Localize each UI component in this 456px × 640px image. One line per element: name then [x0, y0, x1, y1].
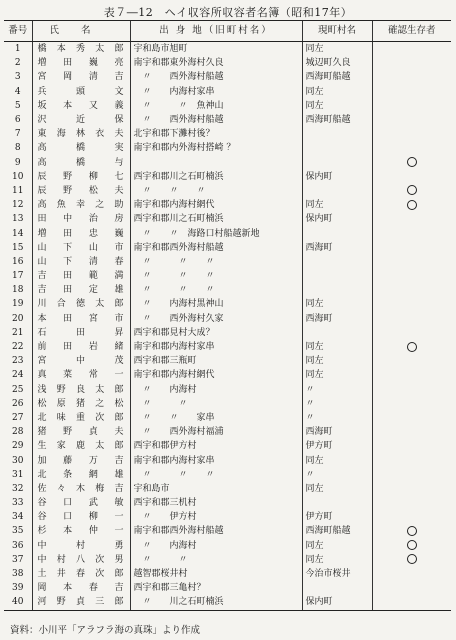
- cell-num: 4: [14, 86, 21, 97]
- cell-alive: [372, 425, 451, 439]
- cell-origin: 西宇和郡三机村: [130, 496, 302, 510]
- cell-origin: 〃 西外海村船越: [130, 70, 302, 84]
- cell-num: 5: [14, 100, 21, 111]
- table-row: [4, 127, 451, 141]
- cell-name: 河野貞三郎: [32, 595, 130, 610]
- table-row: [4, 241, 451, 255]
- table-row: [4, 524, 451, 538]
- cell-name: 松原猪之松: [32, 397, 130, 411]
- cell-origin: 南宇和郡内海村家串: [130, 340, 302, 354]
- cell-num: 15: [12, 242, 24, 253]
- cell-num: 9: [14, 157, 21, 168]
- cell-origin: 〃 〃 〃: [130, 283, 302, 297]
- table-row: [4, 482, 451, 496]
- cell-alive: [372, 567, 451, 581]
- cell-name: 川合徳太郎: [32, 297, 130, 311]
- cell-name: 北味重次郎: [32, 411, 130, 425]
- cell-town: 伊方町: [302, 439, 372, 453]
- cell-name: 吉田範満: [32, 269, 130, 283]
- header-name: 氏名: [32, 21, 130, 42]
- cell-name: 谷口柳一: [32, 510, 130, 524]
- cell-num: 26: [12, 398, 24, 409]
- cell-alive: [372, 468, 451, 482]
- cell-num: 37: [12, 554, 24, 565]
- table-body: [4, 42, 451, 611]
- cell-origin: 南宇和郡東外海村久良: [130, 56, 302, 70]
- table-row: [4, 510, 451, 524]
- cell-town: 今治市桜井: [302, 567, 372, 581]
- cell-name: 前田岩緒: [32, 340, 130, 354]
- cell-origin: [130, 156, 302, 170]
- survivor-circle-icon: [407, 540, 417, 550]
- cell-town: [302, 283, 372, 297]
- cell-name: 橋本秀太郎: [32, 42, 130, 57]
- cell-origin: 〃 〃 魚神山: [130, 99, 302, 113]
- table-row: [4, 113, 451, 127]
- table-row: [4, 340, 451, 354]
- survivor-circle-icon: [407, 185, 417, 195]
- cell-town: [302, 496, 372, 510]
- cell-alive: [372, 312, 451, 326]
- cell-town: 同左: [302, 368, 372, 382]
- header-num: 番号: [4, 21, 32, 42]
- cell-town: 〃: [302, 383, 372, 397]
- table-row: [4, 368, 451, 382]
- cell-alive: [372, 595, 451, 610]
- cell-num: 22: [12, 342, 24, 353]
- cell-town: 〃: [302, 468, 372, 482]
- cell-alive: [372, 482, 451, 496]
- cell-alive: [372, 127, 451, 141]
- cell-name: 宮中茂: [32, 354, 130, 368]
- table-row: [4, 156, 451, 170]
- cell-town: 西海町: [302, 312, 372, 326]
- cell-num: 20: [12, 313, 24, 324]
- cell-origin: 西宇和郡伊方村: [130, 439, 302, 453]
- cell-alive: [372, 354, 451, 368]
- cell-name: 土井春次郎: [32, 567, 130, 581]
- cell-town: 同左: [302, 553, 372, 567]
- cell-town: 西海町船越: [302, 524, 372, 538]
- cell-origin: 〃 西外海村福浦: [130, 425, 302, 439]
- cell-name: 高橋実: [32, 141, 130, 155]
- cell-town: 城辺町久良: [302, 56, 372, 70]
- cell-alive: [372, 411, 451, 425]
- cell-num: 13: [12, 214, 24, 225]
- cell-alive: [372, 496, 451, 510]
- survivor-circle-icon: [407, 157, 417, 167]
- cell-town: [302, 141, 372, 155]
- cell-num: 21: [12, 327, 24, 338]
- header-alive: 確認生存者: [372, 21, 451, 42]
- cell-origin: 〃 伊方村: [130, 510, 302, 524]
- cell-origin: 南宇和郡内外海村搭崎 ？: [130, 141, 302, 155]
- cell-name: 高橋与: [32, 156, 130, 170]
- cell-origin: 〃 川之石町楠浜: [130, 595, 302, 610]
- cell-origin: 〃 〃 海路口村船越新地: [130, 226, 302, 240]
- cell-alive: [372, 42, 451, 57]
- cell-town: [302, 581, 372, 595]
- cell-alive: [372, 184, 451, 198]
- cell-town: 西海町: [302, 241, 372, 255]
- cell-name: 吉田定雄: [32, 283, 130, 297]
- cell-name: 高魚幸之助: [32, 198, 130, 212]
- table-row: [4, 567, 451, 581]
- survivor-circle-icon: [407, 554, 417, 564]
- cell-num: 38: [12, 569, 24, 580]
- cell-num: 23: [12, 356, 24, 367]
- cell-alive: [372, 368, 451, 382]
- table-row: [4, 70, 451, 84]
- cell-origin: 〃 〃 〃: [130, 468, 302, 482]
- cell-alive: [372, 269, 451, 283]
- cell-alive: [372, 326, 451, 340]
- cell-origin: 西宇和郡川之石町楠浜: [130, 212, 302, 226]
- table-row: [4, 453, 451, 467]
- cell-town: 同左: [302, 99, 372, 113]
- cell-num: 10: [12, 171, 24, 182]
- cell-origin: 〃 〃: [130, 553, 302, 567]
- table-row: [4, 85, 451, 99]
- cell-town: [302, 127, 372, 141]
- cell-town: [302, 255, 372, 269]
- cell-num: 30: [12, 455, 24, 466]
- cell-num: 2: [14, 58, 21, 69]
- cell-alive: [372, 383, 451, 397]
- cell-origin: 宇和島市: [130, 482, 302, 496]
- cell-town: 西海町: [302, 425, 372, 439]
- table-row: [4, 354, 451, 368]
- cell-alive: [372, 539, 451, 553]
- cell-num: 18: [12, 285, 24, 296]
- cell-alive: [372, 340, 451, 354]
- cell-town: [302, 226, 372, 240]
- table-row: [4, 170, 451, 184]
- cell-name: 増田忠巍: [32, 226, 130, 240]
- cell-name: 坂本又義: [32, 99, 130, 113]
- cell-num: 8: [14, 143, 21, 154]
- cell-alive: [372, 56, 451, 70]
- cell-alive: [372, 113, 451, 127]
- cell-name: 東海林衣夫: [32, 127, 130, 141]
- cell-name: 生家鹿太郎: [32, 439, 130, 453]
- table-row: [4, 411, 451, 425]
- cell-num: 17: [12, 271, 24, 282]
- cell-origin: 〃 内海村: [130, 539, 302, 553]
- cell-name: 岡本春吉: [32, 581, 130, 595]
- cell-town: 西海町船越: [302, 70, 372, 84]
- table-row: [4, 56, 451, 70]
- cell-num: 28: [12, 427, 24, 438]
- cell-name: 佐々木梅吉: [32, 482, 130, 496]
- cell-name: 石田昇: [32, 326, 130, 340]
- cell-origin: 〃 〃 家串: [130, 411, 302, 425]
- cell-origin: 〃 内海村: [130, 383, 302, 397]
- table-row: [4, 212, 451, 226]
- table-row: [4, 99, 451, 113]
- cell-name: 沢近保: [32, 113, 130, 127]
- cell-num: 36: [12, 540, 24, 551]
- cell-num: 39: [12, 583, 24, 594]
- cell-alive: [372, 283, 451, 297]
- cell-name: 北条網雄: [32, 468, 130, 482]
- table-row: [4, 255, 451, 269]
- cell-name: 宮岡清吉: [32, 70, 130, 84]
- cell-origin: 南宇和郡内海村網代: [130, 198, 302, 212]
- cell-town: 同左: [302, 539, 372, 553]
- cell-alive: [372, 226, 451, 240]
- cell-name: 加藤万吉: [32, 453, 130, 467]
- cell-num: 12: [12, 200, 24, 211]
- table-row: [4, 269, 451, 283]
- table-row: [4, 397, 451, 411]
- cell-origin: 越智郡桜井村: [130, 567, 302, 581]
- table-row: [4, 595, 451, 610]
- table-row: [4, 141, 451, 155]
- cell-alive: [372, 297, 451, 311]
- cell-origin: 〃 〃 〃: [130, 184, 302, 198]
- table-row: [4, 283, 451, 297]
- cell-num: 1: [14, 44, 21, 55]
- cell-origin: 〃 西外海村船越: [130, 113, 302, 127]
- cell-origin: 〃 西外海村久家: [130, 312, 302, 326]
- cell-num: 7: [14, 129, 21, 140]
- table-row: [4, 184, 451, 198]
- cell-num: 14: [12, 228, 24, 239]
- table-row: [4, 539, 451, 553]
- cell-name: 杉本仲一: [32, 524, 130, 538]
- header-origin: 出 身 地（旧町村名）: [130, 21, 302, 42]
- table-row: [4, 468, 451, 482]
- cell-town: 西海町船越: [302, 113, 372, 127]
- cell-num: 19: [12, 299, 24, 310]
- table-row: [4, 42, 451, 57]
- survivor-circle-icon: [407, 342, 417, 352]
- cell-origin: 〃 〃 〃: [130, 255, 302, 269]
- cell-alive: [372, 524, 451, 538]
- cell-name: 浅野良太郎: [32, 383, 130, 397]
- cell-alive: [372, 212, 451, 226]
- cell-num: 6: [14, 115, 21, 126]
- cell-name: 山下清春: [32, 255, 130, 269]
- cell-town: 保内町: [302, 170, 372, 184]
- cell-name: 中村八次男: [32, 553, 130, 567]
- roster-table: [4, 20, 451, 611]
- cell-town: [302, 156, 372, 170]
- cell-town: 〃: [302, 411, 372, 425]
- cell-alive: [372, 439, 451, 453]
- cell-origin: 西宇和郡見村大成？: [130, 326, 302, 340]
- cell-num: 11: [12, 185, 24, 196]
- table-row: [4, 226, 451, 240]
- table-row: [4, 425, 451, 439]
- table-row: [4, 553, 451, 567]
- cell-town: 同左: [302, 198, 372, 212]
- cell-town: 同左: [302, 42, 372, 57]
- cell-num: 35: [12, 526, 24, 537]
- cell-origin: 〃 〃: [130, 397, 302, 411]
- cell-alive: [372, 397, 451, 411]
- source-note: 資料：小川平「アラフラ海の真珠」より作成: [10, 625, 201, 636]
- cell-origin: 西宇和郡三亀村？: [130, 581, 302, 595]
- cell-origin: 北宇和郡下灘村後？: [130, 127, 302, 141]
- cell-alive: [372, 198, 451, 212]
- table-row: [4, 198, 451, 212]
- cell-town: 同左: [302, 297, 372, 311]
- header-row: [4, 21, 451, 42]
- cell-town: 保内町: [302, 595, 372, 610]
- cell-num: 34: [12, 512, 24, 523]
- cell-name: 山下山市: [32, 241, 130, 255]
- cell-num: 33: [12, 498, 24, 509]
- cell-num: 24: [12, 370, 24, 381]
- table-row: [4, 326, 451, 340]
- cell-alive: [372, 255, 451, 269]
- cell-town: [302, 184, 372, 198]
- cell-town: 同左: [302, 354, 372, 368]
- cell-alive: [372, 241, 451, 255]
- cell-name: 増田巍亮: [32, 56, 130, 70]
- table-row: [4, 439, 451, 453]
- cell-num: 40: [4, 595, 32, 610]
- cell-town: 同左: [302, 85, 372, 99]
- cell-name: 本田宮市: [32, 312, 130, 326]
- cell-num: 3: [14, 72, 21, 83]
- cell-town: [302, 269, 372, 283]
- cell-name: 田中治房: [32, 212, 130, 226]
- cell-town: 保内町: [302, 212, 372, 226]
- cell-num: 16: [12, 256, 24, 267]
- cell-alive: [372, 85, 451, 99]
- cell-origin: 〃 内海村家串: [130, 85, 302, 99]
- cell-alive: [372, 510, 451, 524]
- cell-origin: 西宇和郡川之石町楠浜: [130, 170, 302, 184]
- cell-num: 25: [12, 384, 24, 395]
- cell-alive: [372, 553, 451, 567]
- table-row: [4, 581, 451, 595]
- table-row: [4, 383, 451, 397]
- cell-name: 中村勇: [32, 539, 130, 553]
- cell-alive: [372, 156, 451, 170]
- cell-alive: [372, 141, 451, 155]
- cell-alive: [372, 453, 451, 467]
- cell-origin: 南宇和郡内海村網代: [130, 368, 302, 382]
- cell-origin: 〃 内海村黒神山: [130, 297, 302, 311]
- cell-origin: 西宇和郡三瓶町: [130, 354, 302, 368]
- cell-name: 猪野貞夫: [32, 425, 130, 439]
- cell-name: 谷口武敏: [32, 496, 130, 510]
- survivor-circle-icon: [407, 526, 417, 536]
- cell-origin: 南宇和郡西外海村船越: [130, 241, 302, 255]
- cell-town: 同左: [302, 340, 372, 354]
- cell-num: 32: [12, 483, 24, 494]
- table-title: 表７―12 ヘイ収容所収容者名簿（昭和17年）: [103, 6, 353, 19]
- header-town: 現町村名: [302, 21, 372, 42]
- cell-town: [302, 326, 372, 340]
- survivor-circle-icon: [407, 200, 417, 210]
- cell-alive: [372, 170, 451, 184]
- cell-name: 辰野柳七: [32, 170, 130, 184]
- cell-alive: [372, 99, 451, 113]
- cell-town: 同左: [302, 453, 372, 467]
- cell-name: 兵頭文: [32, 85, 130, 99]
- cell-name: 真菜常一: [32, 368, 130, 382]
- table-row: [4, 297, 451, 311]
- cell-origin: 南宇和郡内海村家串: [130, 453, 302, 467]
- cell-alive: [372, 70, 451, 84]
- cell-name: 辰野松夫: [32, 184, 130, 198]
- cell-num: 27: [12, 412, 24, 423]
- cell-num: 29: [12, 441, 24, 452]
- table-row: [4, 312, 451, 326]
- cell-num: 31: [12, 469, 24, 480]
- cell-town: 〃: [302, 397, 372, 411]
- cell-origin: 〃 〃 〃: [130, 269, 302, 283]
- cell-alive: [372, 581, 451, 595]
- table-row: [4, 496, 451, 510]
- cell-town: 伊方町: [302, 510, 372, 524]
- cell-town: 同左: [302, 482, 372, 496]
- cell-origin: 宇和島市旭町: [130, 42, 302, 57]
- cell-origin: 南宇和郡西外海村船越: [130, 524, 302, 538]
